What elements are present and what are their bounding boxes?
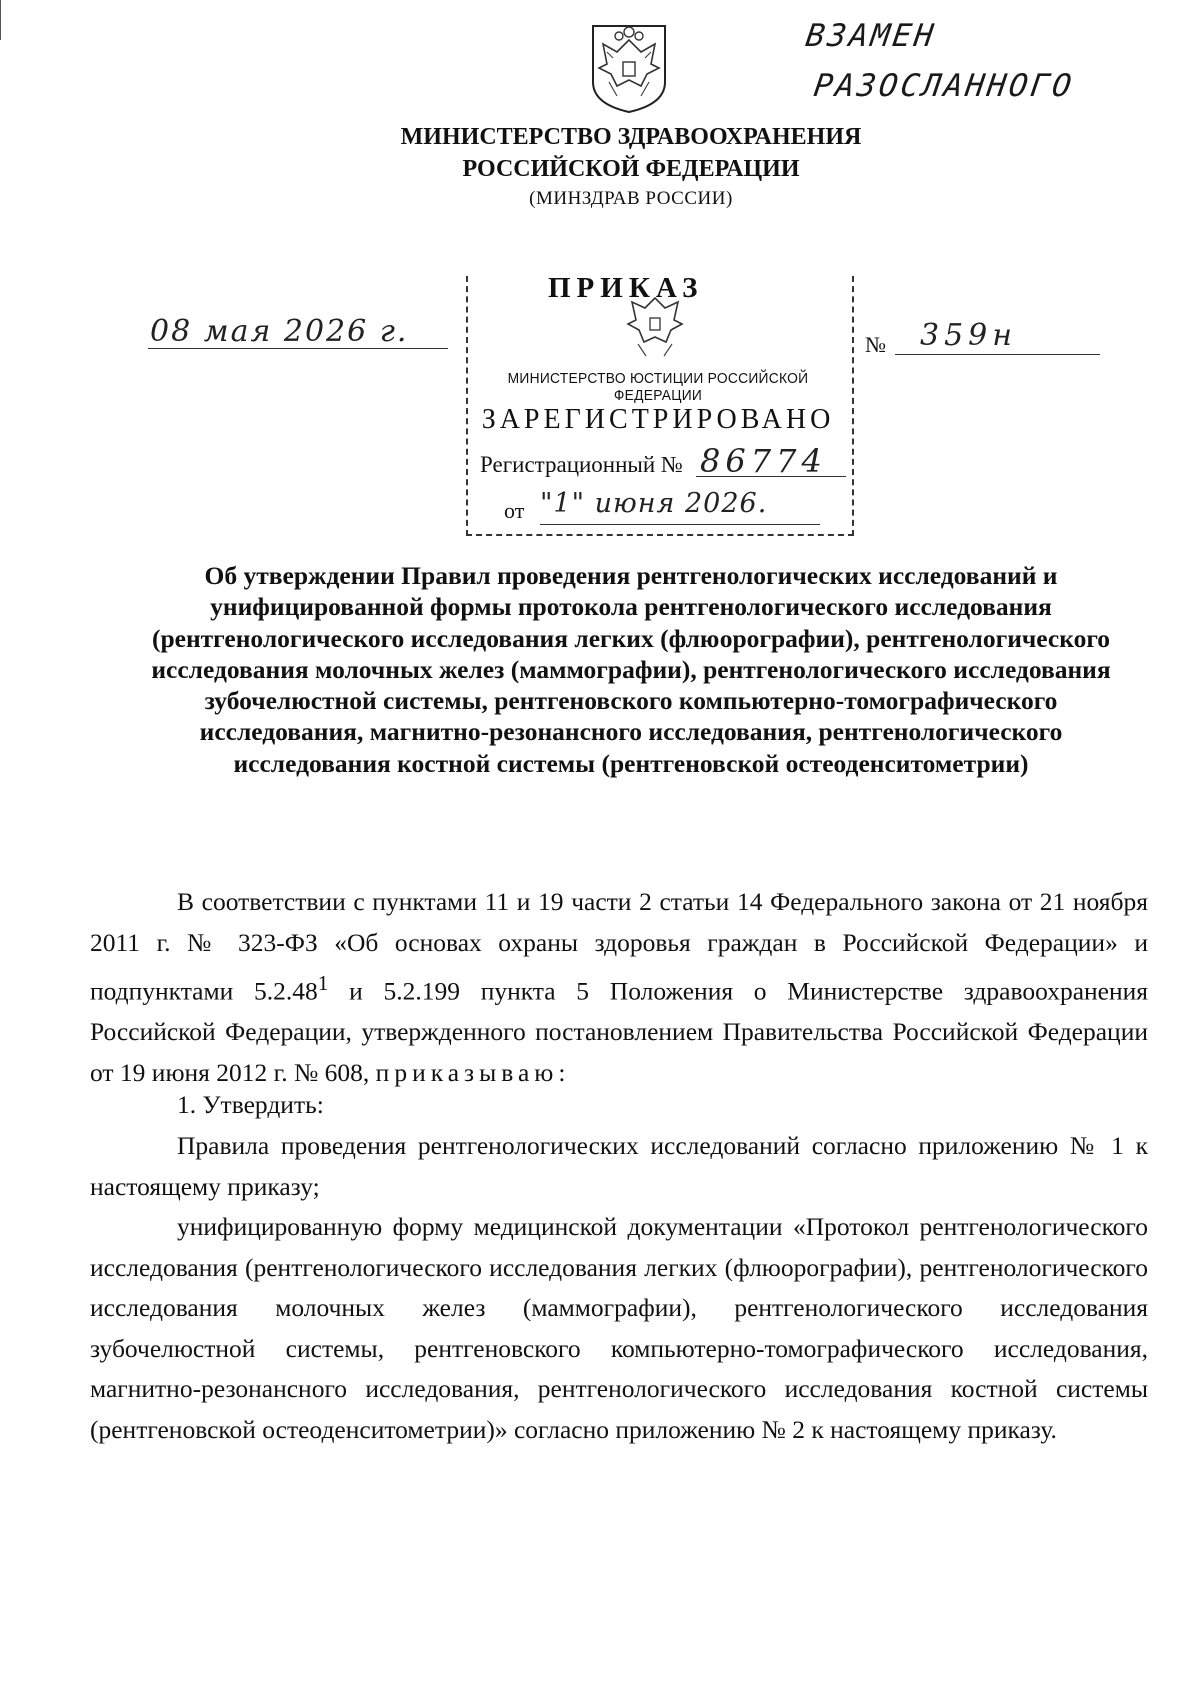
coat-of-arms-emblem-icon <box>587 22 671 114</box>
order-number: 359н <box>920 318 1018 353</box>
stamp-ministry-name: МИНИСТЕРСТВО ЮСТИЦИИ РОССИЙСКОЙ ФЕДЕРАЦИИ <box>507 370 809 404</box>
preamble-order-word: приказываю <box>375 1057 559 1087</box>
stamp-title: ЗАРЕГИСТРИРОВАНО <box>481 404 835 435</box>
handwritten-note-line1: ВЗАМЕН <box>803 18 939 54</box>
scan-edge-line <box>0 0 1 40</box>
stamp-registration-label: Регистрационный № <box>480 452 683 477</box>
stamp-date-prefix: от <box>504 498 525 523</box>
order-number-label: № <box>865 332 886 357</box>
preamble-text-part1: В соответствии с пунктами 11 и 19 части 2 статьи 14 Федерального закона от 21 ноября 2011 г. № 323-ФЗ «Об основах охраны здоровья граждан в Российской Федерации» и подпунктами 5.2.48 <box>90 887 1148 1006</box>
clause-1-form: унифицированную форму медицинской документации «Протокол рентгенологического исследования (рентгенологического исследования легких (флюорографии), рентгенологического исследования молочных желез (маммографии), рентгенологического исследования зубочелюстной системы, рентгеновского компьютерно-томографического исследования, магнитно-резонансного исследования, рентгенологического исследования костной системы (рентгеновской остеоденситометрии)» согласно приложению № 2 к настоящему приказу. <box>90 1212 1148 1444</box>
stamp-date-underline <box>540 524 820 525</box>
document-type-heading: ПРИКАЗ <box>548 272 704 304</box>
handwritten-note-line2: РАЗОСЛАННОГО <box>811 68 1077 104</box>
preamble-paragraph <box>90 882 1148 1093</box>
number-underline <box>895 354 1100 355</box>
stamp-registration-underline <box>696 476 846 477</box>
ministry-name-line1: МИНИСТЕРСТВО ЗДРАВООХРАНЕНИЯ <box>400 124 862 150</box>
clause-1: 1. Утвердить: <box>177 1090 324 1119</box>
preamble-end: : <box>558 1057 566 1087</box>
preamble-text-part2: и 5.2.199 пункта 5 Положения о Министерстве здравоохранения Российской Федерации, утвержденного постановлением Правительства Российской Федерации от 19 июня 2012 г. № 608, <box>90 976 1148 1087</box>
ministry-name-line2: РОССИЙСКОЙ ФЕДЕРАЦИИ <box>462 156 800 182</box>
ministry-short-name: (МИНЗДРАВ РОССИИ) <box>529 188 733 209</box>
date-underline <box>148 348 448 349</box>
preamble-footnote-mark: 1 <box>317 971 329 996</box>
stamp-registration-date: "1" июня 2026. <box>540 488 768 519</box>
order-title: Об утверждении Правил проведения рентгенологических исследований и унифицированной формы протокола рентгенологического исследования (рентгенологического исследования легких (флюорографии), рентгенологического исследования молочных желез (маммографии), рентгенологического исследования зубочелюстной системы, рентгеновского компьютерно-томографического исследования, магнитно-резонансного исследования, рентгенологического исследования костной системы (рентгеновской остеоденситометрии) <box>151 561 1111 778</box>
clause-1-rules: Правила проведения рентгенологических исследований согласно приложению № 1 к настоящему приказу; <box>90 1131 1148 1201</box>
stamp-emblem-icon <box>620 292 690 360</box>
order-date: 08 мая 2026 г. <box>150 314 409 349</box>
stamp-registration-number: 86774 <box>700 442 827 480</box>
